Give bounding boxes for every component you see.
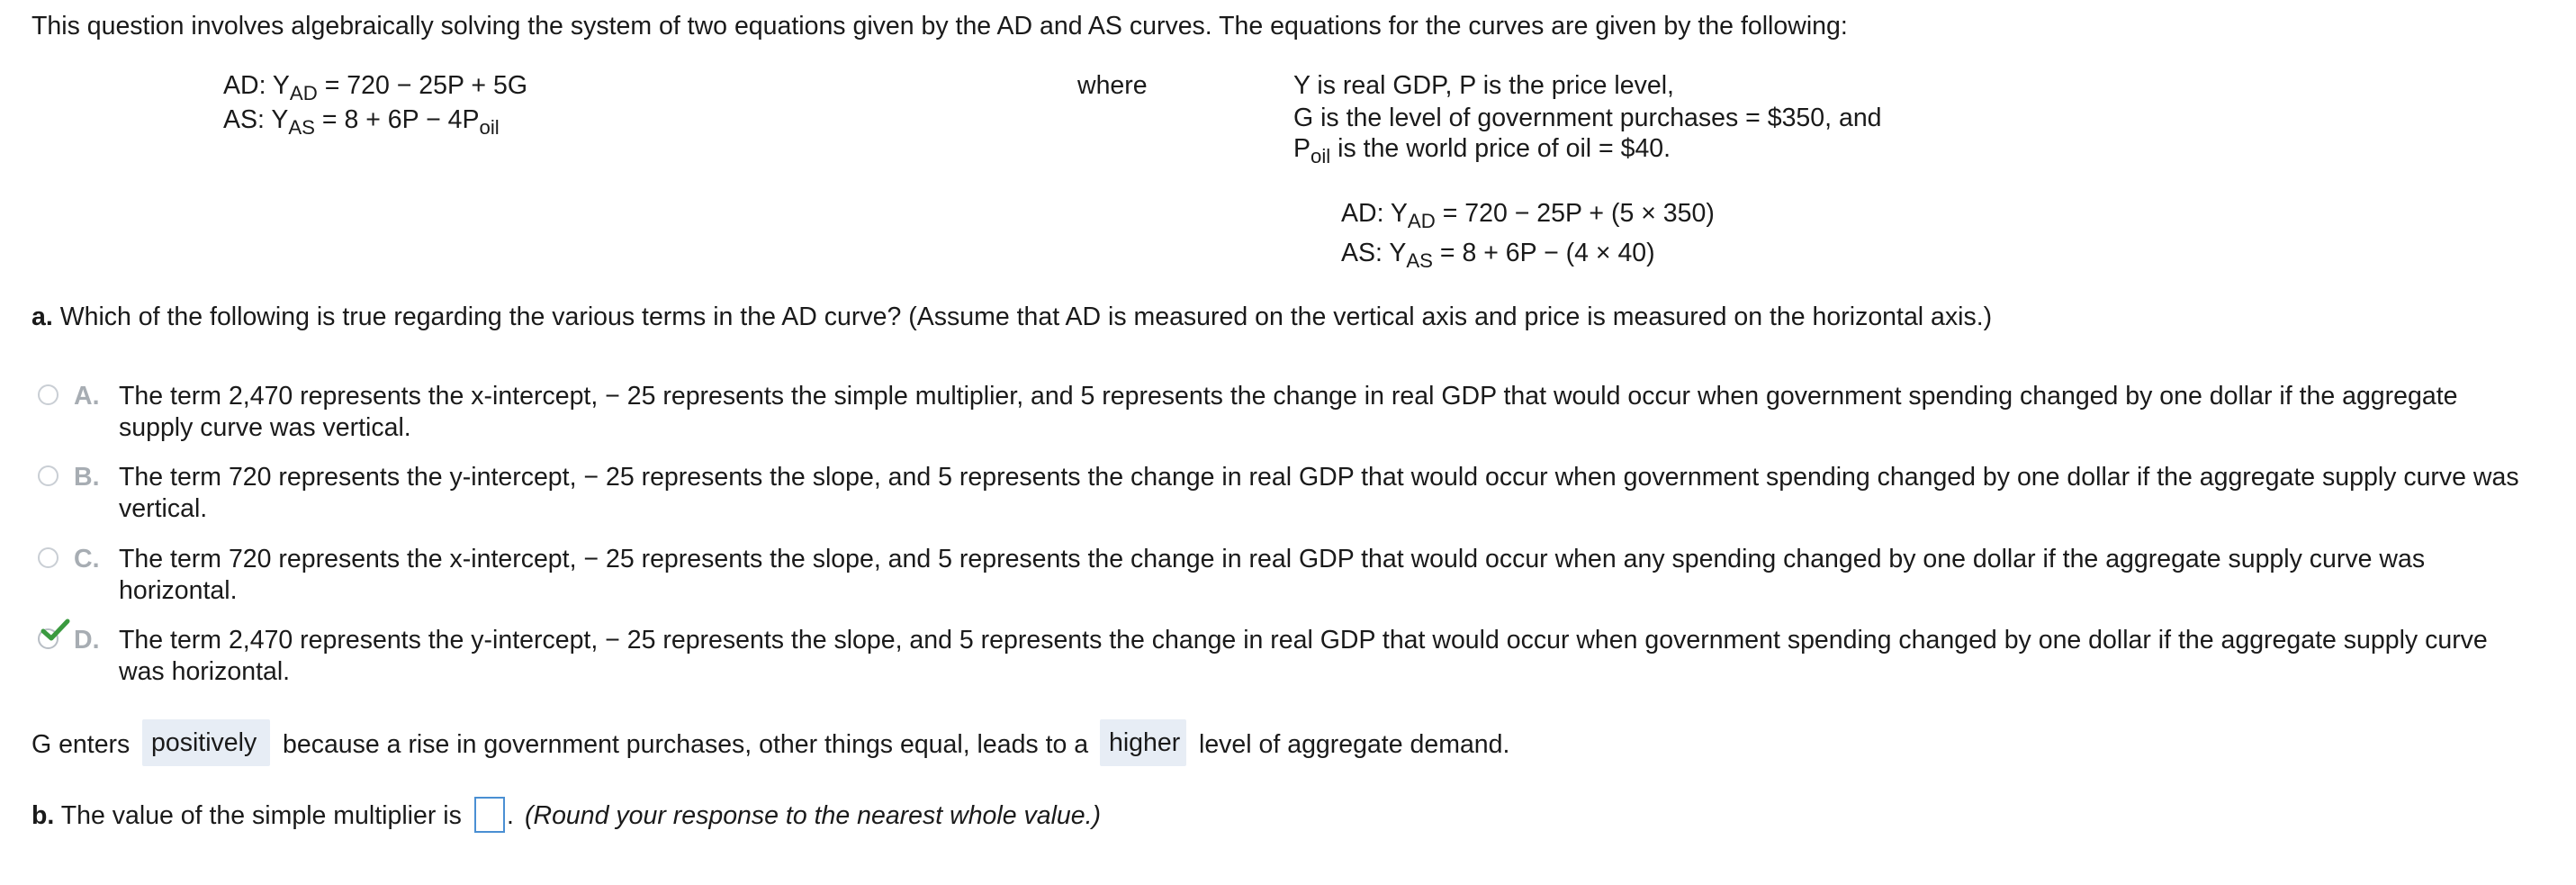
multiplier-answer-input[interactable]: [474, 797, 505, 833]
g-effect-dropdown-value: positively: [151, 728, 257, 757]
checkmark-icon: [41, 618, 71, 643]
definition-line-3: $P_{oil}$ is the world price of oil = $40.: [1293, 134, 1671, 168]
option-b-letter: B.: [74, 463, 100, 492]
where-label: where: [1077, 71, 1148, 100]
option-d-text-line-2: was horizontal.: [119, 657, 291, 686]
part-b-period: .: [507, 801, 514, 830]
as-substituted-equation: AS: $Y_{AS} = 8 + 6P - (4 \times 40)$: [1341, 239, 1655, 273]
option-a-letter: A.: [74, 382, 100, 411]
g-effect-dropdown[interactable]: [142, 719, 270, 766]
ad-equation: AD: $Y_{AD} = 720 - 25P + 5G$: [223, 71, 528, 105]
option-b-radio[interactable]: [38, 465, 59, 486]
option-c-letter: C.: [74, 545, 100, 573]
definition-line-2: G is the level of government purchases = $350, and: [1293, 104, 1882, 132]
g-sentence-end: level of aggregate demand.: [1199, 730, 1510, 759]
option-c-text-line-1: The term 720 represents the x-intercept, − 25 represents the slope, and 5 represents the change in real GDP that would occur when any spending changed by one dollar if the aggregate supply curve was: [119, 545, 2426, 573]
definition-line-1: Y is real GDP, P is the price level,: [1293, 71, 1674, 100]
demand-level-dropdown[interactable]: [1100, 719, 1186, 766]
g-sentence-start: G enters: [32, 730, 131, 759]
part-b-hint: (Round your response to the nearest whole value.): [525, 801, 1102, 830]
part-b-question: b. The value of the simple multiplier is: [32, 801, 462, 830]
demand-level-dropdown-value: higher: [1109, 728, 1181, 757]
option-b-text-line-2: vertical.: [119, 494, 208, 523]
option-c-radio[interactable]: [38, 547, 59, 568]
option-a-radio[interactable]: [38, 384, 59, 405]
part-a-question: a. Which of the following is true regarding the various terms in the AD curve? (Assume that AD is measured on the vertical axis and price is measured on the horizontal axis.): [32, 303, 1993, 331]
option-d-text-line-1: The term 2,470 represents the y-intercept, − 25 represents the slope, and 5 represents the change in real GDP that would occur when government spending changed by one dollar if the aggregate supply curve: [119, 626, 2488, 655]
g-sentence-middle: because a rise in government purchases, other things equal, leads to a: [283, 730, 1089, 759]
question-intro: This question involves algebraically solving the system of two equations given by the AD and AS curves. The equations for the curves are given by the following:: [32, 12, 1848, 41]
as-equation: AS: $Y_{AS} = 8 + 6P - 4P_{oil}$: [223, 105, 500, 140]
option-b-text-line-1: The term 720 represents the y-intercept, − 25 represents the slope, and 5 represents the change in real GDP that would occur when government spending changed by one dollar if the aggregate supply curve was: [119, 463, 2519, 492]
option-c-text-line-2: horizontal.: [119, 576, 238, 605]
option-a-text-line-1: The term 2,470 represents the x-intercept, − 25 represents the simple multiplier, and 5 represents the change in real GDP that would occur when government spending changed by one dollar if the aggregate: [119, 382, 2458, 411]
option-a-text-line-2: supply curve was vertical.: [119, 413, 411, 442]
option-d-letter: D.: [74, 626, 100, 655]
ad-substituted-equation: AD: $Y_{AD} = 720 - 25P + (5 \times 350)$: [1341, 199, 1715, 233]
